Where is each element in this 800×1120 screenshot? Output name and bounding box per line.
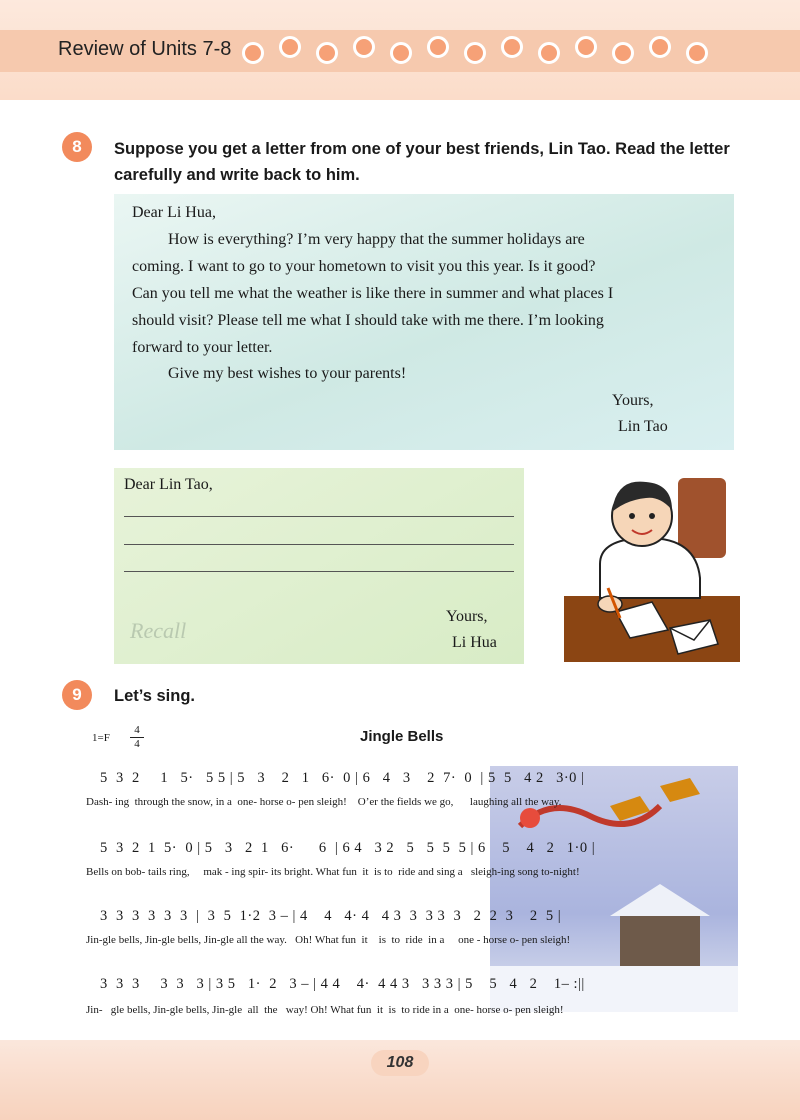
writing-line[interactable] xyxy=(124,544,514,545)
circle-icon xyxy=(353,36,375,58)
time-signature-bottom: 4 xyxy=(134,738,140,750)
lyrics-line: Jin- gle bells, Jin-gle bells, Jin-gle all the way! Oh! What fun it is to ride in a one- horse o- pen sleigh! xyxy=(86,1004,564,1016)
circle-icon xyxy=(316,42,338,64)
song-title: Jingle Bells xyxy=(360,728,444,745)
letter-line: coming. I want to go to your hometown to visit you this year. Is it good? xyxy=(132,258,596,275)
lyrics-line: Jin-gle bells, Jin-gle bells, Jin-gle all the way. Oh! What fun it is to ride in a one - horse o- pen sleigh! xyxy=(86,934,571,946)
lyrics-line: Bells on bob- tails ring, mak - ing spir- its bright. What fun it is to ride and sing a sleigh-ing song to-night! xyxy=(86,866,580,878)
circle-icon xyxy=(538,42,560,64)
decorative-circles xyxy=(242,36,708,64)
letter-line: should visit? Please tell me what I should take with me there. I’m looking xyxy=(132,312,604,329)
song-key: 1=F xyxy=(92,732,110,744)
circle-icon xyxy=(464,42,486,64)
letter-line: forward to your letter. xyxy=(132,339,273,356)
circle-icon xyxy=(649,36,671,58)
section-9-badge: 9 xyxy=(62,680,92,710)
reply-box xyxy=(114,468,524,664)
section-8-badge: 8 xyxy=(62,132,92,162)
reply-closing: Yours, xyxy=(446,608,488,625)
section-9-instruction: Let’s sing. xyxy=(114,687,195,705)
letter-line: Give my best wishes to your parents! xyxy=(168,365,407,382)
letter-greeting: Dear Li Hua, xyxy=(132,204,216,221)
notes-line: 5 3 2 1 5· 5 5 | 5 3 2 1 6· 0 | 6 4 3 2 7· 0 | 5 5 4 2 3·0 | xyxy=(100,770,585,786)
letter-line: How is everything? I’m very happy that the summer holidays are xyxy=(168,231,585,248)
circle-icon xyxy=(612,42,634,64)
time-signature-top: 4 xyxy=(134,724,140,736)
circle-icon xyxy=(427,36,449,58)
writing-line[interactable] xyxy=(124,516,514,517)
circle-icon xyxy=(279,36,301,58)
notes-line: 5 3 2 1 5· 0 | 5 3 2 1 6· 6 | 6 4 3 2 5 5 5 5 | 6 5 4 2 1·0 | xyxy=(100,840,596,856)
recall-watermark: Recall xyxy=(130,618,187,643)
notes-line: 3 3 3 3 3 3 | 3 5 1·2 3 – | 4 4 4· 4 4 3 3 3 3 3 2 2 3 2 5 | xyxy=(100,908,562,924)
circle-icon xyxy=(242,42,264,64)
notes-line: 3 3 3 3 3 3 | 3 5 1· 2 3 – | 4 4 4· 4 4 3 3 3 3 | 5 5 4 2 1– :|| xyxy=(100,976,585,992)
reply-signature: Li Hua xyxy=(452,634,497,651)
circle-icon xyxy=(686,42,708,64)
lyrics-line: Dash- ing through the snow, in a one- horse o- pen sleigh! O’er the fields we go, laughing all the way. xyxy=(86,796,562,808)
letter-signature: Lin Tao xyxy=(618,418,668,435)
circle-icon xyxy=(390,42,412,64)
letter-line: Can you tell me what the weather is like there in summer and what places I xyxy=(132,285,614,302)
header-title: Review of Units 7-8 xyxy=(58,38,232,60)
section-8-instruction: Suppose you get a letter from one of your best friends, Lin Tao. Read the letter carefully and write back to him. xyxy=(114,140,730,184)
circle-icon xyxy=(501,36,523,58)
reply-greeting: Dear Lin Tao, xyxy=(124,476,213,493)
time-signature xyxy=(130,724,144,751)
writing-line[interactable] xyxy=(124,571,514,572)
page-number: 108 xyxy=(371,1050,429,1076)
page-header xyxy=(0,0,800,100)
boy-writing-illustration xyxy=(560,468,740,664)
letter-box xyxy=(114,194,734,450)
letter-closing: Yours, xyxy=(612,392,654,409)
circle-icon xyxy=(575,36,597,58)
